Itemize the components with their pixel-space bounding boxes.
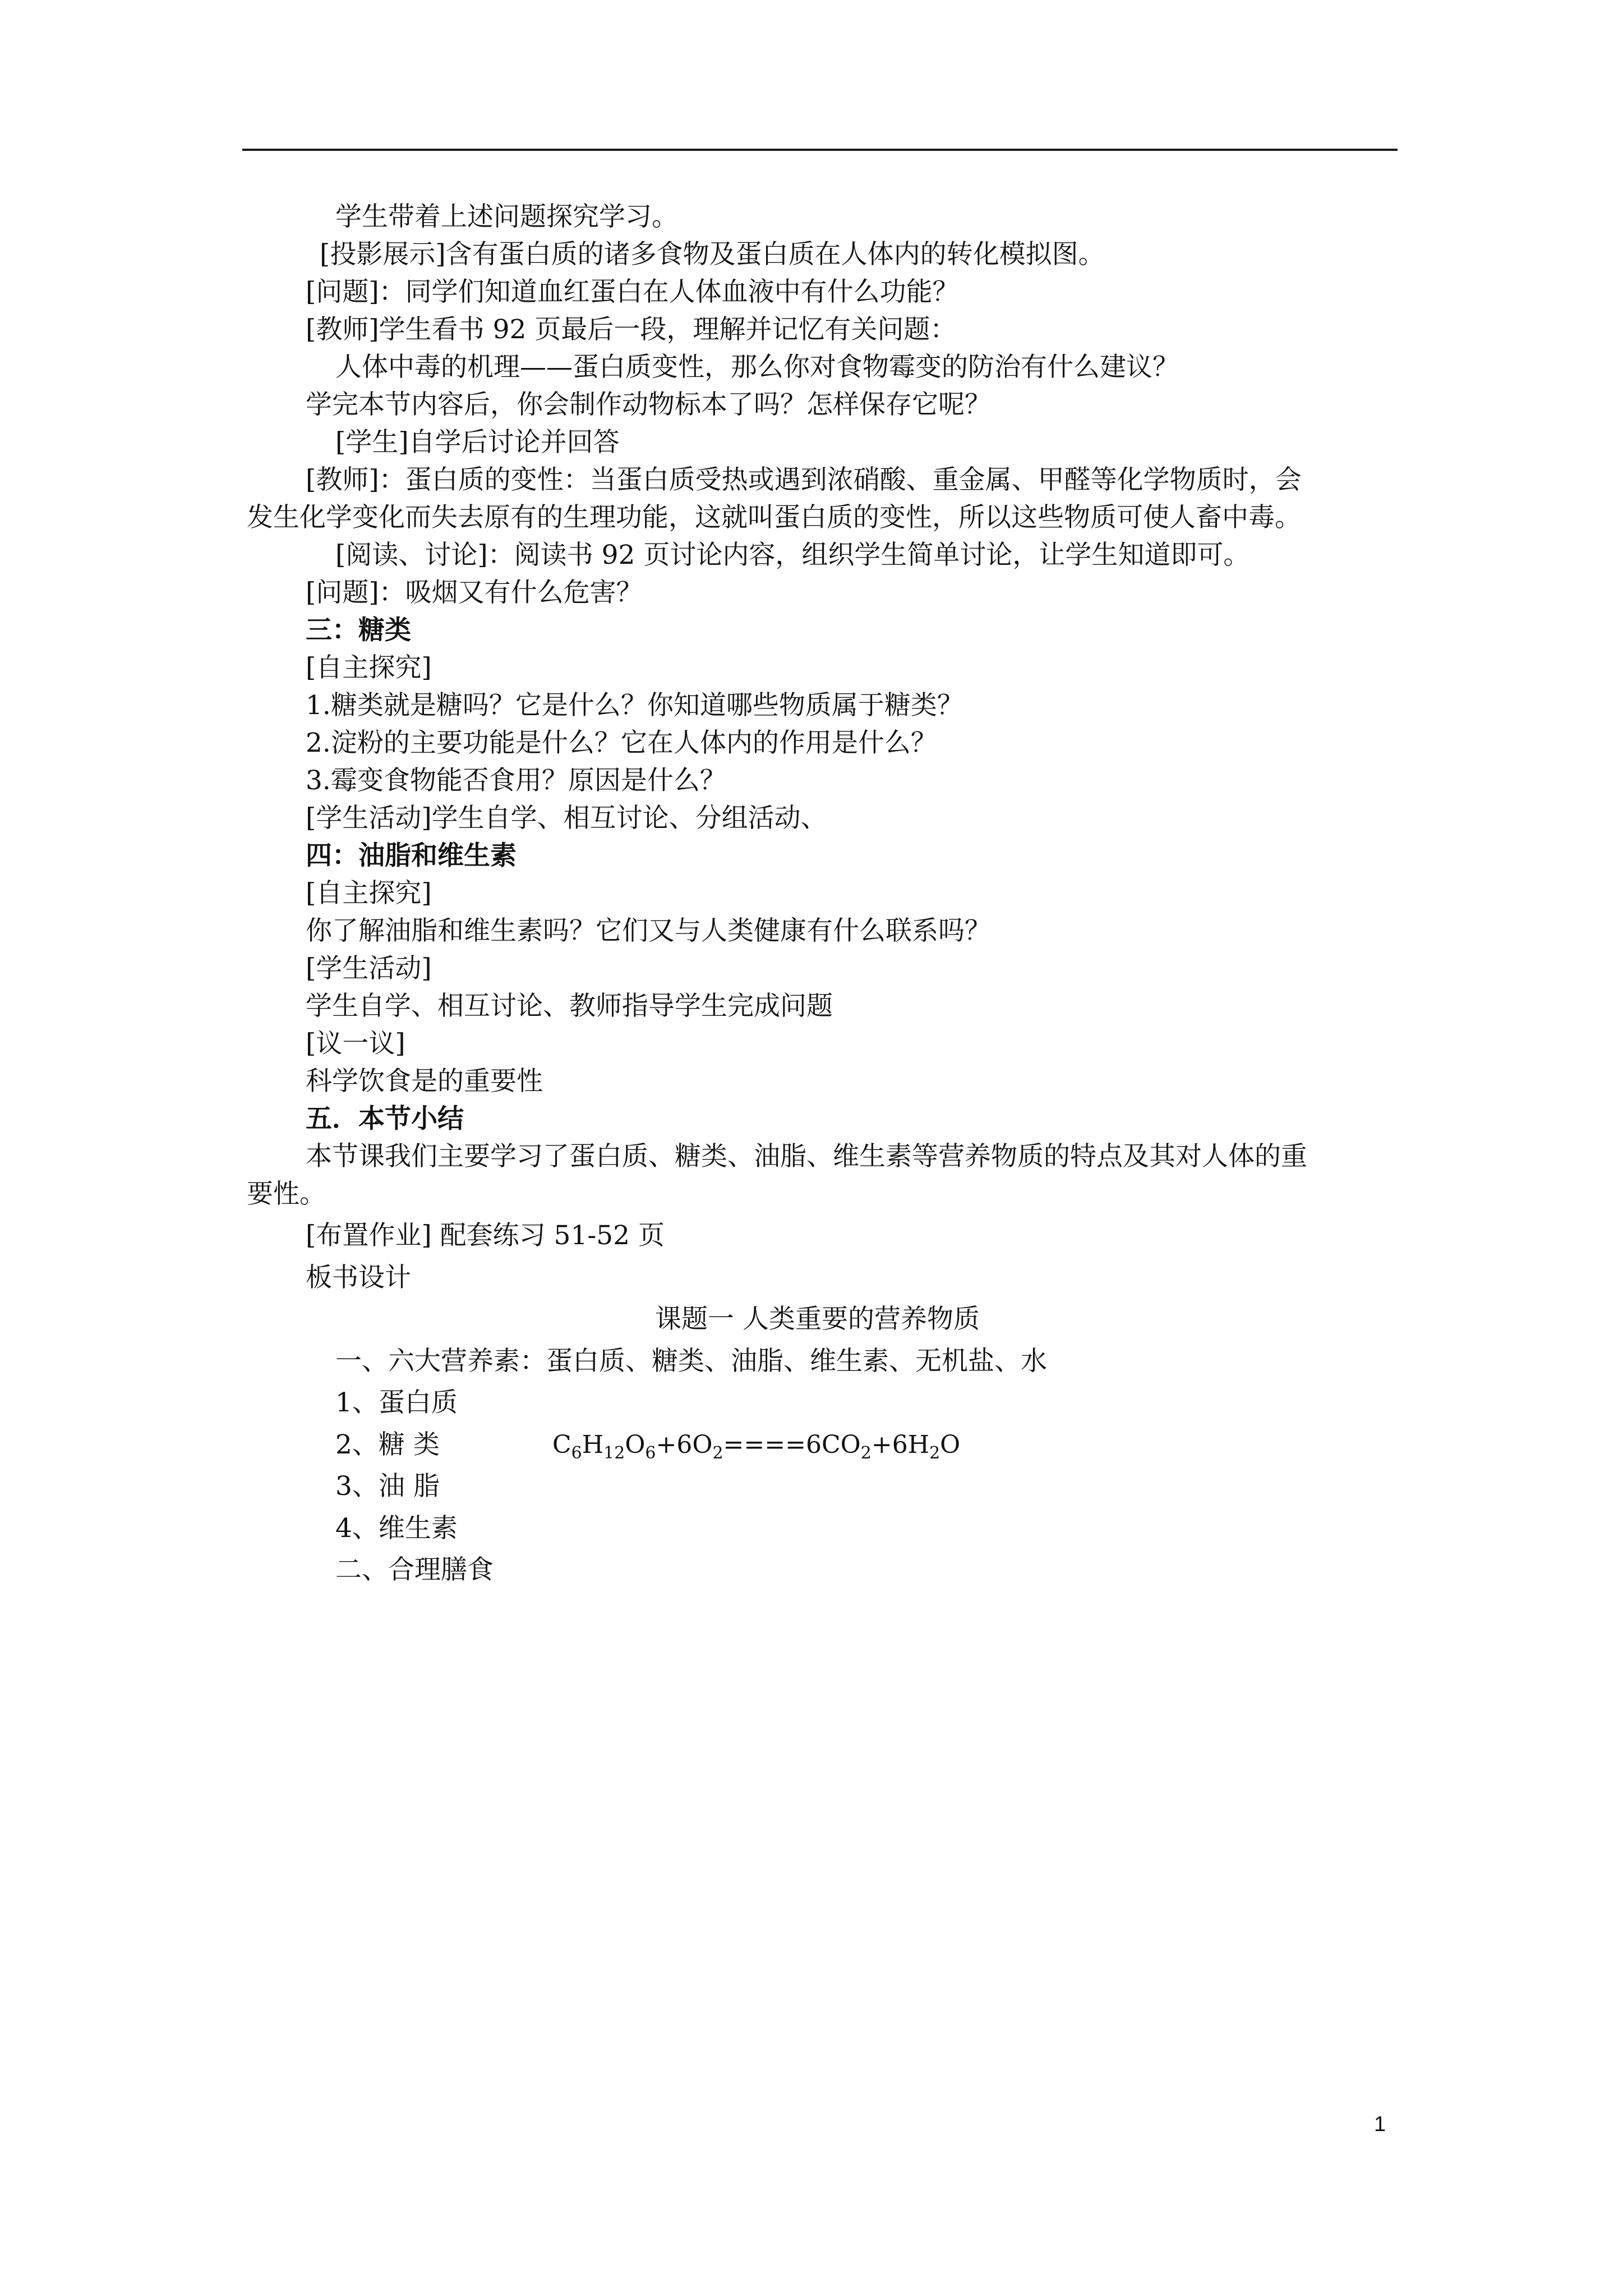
paragraph-line: [阅读、讨论]：阅读书 92 页讨论内容，组织学生简单讨论，让学生知道即可。 — [335, 540, 1250, 570]
paragraph-line: [议一议] — [306, 1028, 405, 1059]
paragraph-line: 发生化学变化而失去原有的生理功能，这就叫蛋白质的变性，所以这些物质可使人畜中毒。 — [247, 502, 1301, 533]
board-nutrients: 一、六大营养素：蛋白质、糖类、油脂、维生素、无机盐、水 — [335, 1346, 1047, 1377]
paragraph-line: [教师]学生看书 92 页最后一段，理解并记忆有关问题： — [306, 314, 957, 345]
list-item: 3.霉变食物能否食用？原因是什么？ — [306, 765, 726, 796]
paragraph-line: [问题]：同学们知道血红蛋白在人体血液中有什么功能？ — [306, 277, 959, 307]
paragraph-line: [学生]自学后讨论并回答 — [335, 427, 620, 458]
board-title: 课题一 人类重要的营养物质 — [655, 1304, 980, 1335]
board-item: 4、维生素 — [335, 1513, 458, 1544]
paragraph-line: [问题]：吸烟又有什么危害？ — [306, 577, 643, 608]
glucose-equation: $C_6H_{12}O_6+6O_2====6CO_2+6H_2O$ — [552, 1430, 961, 1463]
paragraph-line: 学生带着上述问题探究学习。 — [335, 201, 678, 232]
list-item: 1.糖类就是糖吗？它是什么？你知道哪些物质属于糖类？ — [306, 690, 963, 721]
paragraph-line: 你了解油脂和维生素吗？它们又与人类健康有什么联系吗？ — [306, 915, 991, 946]
paragraph-line: 学完本节内容后，你会制作动物标本了吗？怎样保存它呢？ — [306, 389, 991, 420]
paragraph-line: 板书设计 — [306, 1262, 411, 1293]
paragraph-line: [学生活动]学生自学、相互讨论、分组活动、 — [306, 803, 827, 834]
board-item: 2、糖 类 — [335, 1429, 440, 1460]
section-heading: 四：油脂和维生素 — [306, 840, 517, 871]
page-number: 1 — [1374, 2113, 1386, 2136]
paragraph-line: [学生活动] — [306, 953, 432, 984]
paragraph-line: [自主探究] — [306, 878, 432, 909]
list-item: 2.淀粉的主要功能是什么？它在人体内的作用是什么？ — [306, 728, 937, 758]
board-item: 二、合理膳食 — [335, 1554, 494, 1585]
paragraph-line: 要性。 — [247, 1179, 326, 1209]
board-item: 1、蛋白质 — [335, 1387, 458, 1418]
paragraph-line: 学生自学、相互讨论、教师指导学生完成问题 — [306, 991, 833, 1022]
homework-line: [布置作业] 配套练习 51-52 页 — [306, 1220, 665, 1251]
section-heading: 三：糖类 — [306, 615, 411, 646]
paragraph-line: [自主探究] — [306, 652, 432, 683]
paragraph-line: 人体中毒的机理——蛋白质变性，那么你对食物霉变的防治有什么建议？ — [335, 352, 1179, 383]
paragraph-line: 本节课我们主要学习了蛋白质、糖类、油脂、维生素等营养物质的特点及其对人体的重 — [306, 1141, 1307, 1172]
section-heading: 五．本节小结 — [306, 1103, 464, 1134]
paragraph-line: [投影展示]含有蛋白质的诸多食物及蛋白质在人体内的转化模拟图。 — [320, 239, 1105, 270]
paragraph-line: [教师]：蛋白质的变性：当蛋白质受热或遇到浓硝酸、重金属、甲醛等化学物质时，会 — [306, 464, 1302, 495]
header-rule — [242, 149, 1398, 151]
board-item: 3、油 脂 — [335, 1471, 440, 1502]
paragraph-line: 科学饮食是的重要性 — [306, 1066, 543, 1097]
